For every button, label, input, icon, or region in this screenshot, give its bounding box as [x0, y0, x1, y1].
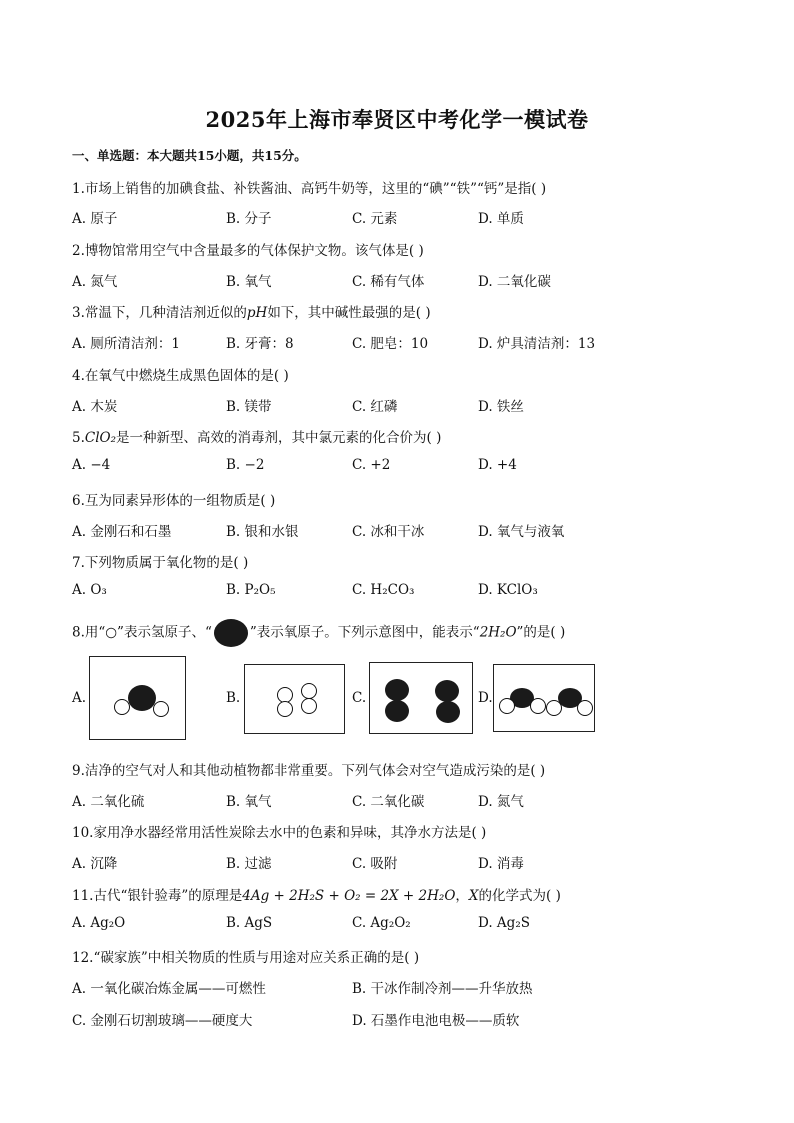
q11-equation: 4Ag + 2H₂S + O₂ = 2X + 2H₂O: [242, 888, 456, 904]
q11-option-b: B. AgS: [226, 915, 273, 931]
q6-option-b: B. 银和水银: [226, 524, 299, 540]
q4-option-b: B. 镁带: [226, 399, 272, 415]
q7-option-d: D. KClO₃: [478, 582, 538, 598]
hydrogen-atom: [277, 701, 293, 717]
q12-option-d: D. 石墨作电池电极——质软: [352, 1013, 520, 1029]
q8-stem-b: ”表示氧原子。下列示意图中，能表示“: [249, 624, 480, 641]
q7-option-c: C. H₂CO₃: [352, 582, 415, 598]
q9-option-c: C. 二氧化碳: [352, 794, 425, 810]
q5-option-c: C. +2: [352, 457, 391, 473]
question-7: 7.下列物质属于氧化物的是( ): [72, 555, 249, 571]
q3-option-b: B. 牙膏：8: [226, 336, 294, 352]
q12-option-b: B. 干冰作制冷剂——升华放热: [352, 981, 533, 997]
q9-option-b: B. 氧气: [226, 794, 272, 810]
question-1: 1.市场上销售的加碘食盐、补铁酱油、高钙牛奶等，这里的“碘”“铁”“钙”是指( ): [72, 181, 547, 197]
question-8: [72, 619, 565, 647]
q3-option-c: C. 肥皂：10: [352, 336, 429, 352]
q8-diagram-d: [493, 664, 595, 732]
question-6: 6.互为同素异形体的一组物质是( ): [72, 493, 276, 509]
q8-diagram-b: [244, 664, 345, 734]
q3-option-a: A. 厕所清洁剂：1: [72, 336, 180, 352]
q1-option-d: D. 单质: [478, 211, 524, 227]
hydrogen-atom: [530, 698, 546, 714]
q11-option-c: C. Ag₂O₂: [352, 915, 411, 931]
q2-option-c: C. 稀有气体: [352, 274, 425, 290]
hydrogen-atom: [546, 700, 562, 716]
question-2: 2.博物馆常用空气中含量最多的气体保护文物。该气体是( ): [72, 243, 424, 259]
q11-x: X: [468, 888, 479, 904]
section-heading: 一、单选题：本大题共15小题，共15分。: [72, 148, 307, 163]
q6-option-c: C. 冰和干冰: [352, 524, 425, 540]
hydrogen-atom: [577, 700, 593, 716]
q11-option-d: D. Ag₂S: [478, 915, 530, 931]
q11-stem-post: 的化学式为( ): [478, 888, 561, 904]
q11-stem-pre: 11.古代“银针验毒”的原理是: [72, 888, 243, 904]
oxygen-atom-icon: [214, 619, 248, 647]
question-4: 4.在氧气中燃烧生成黑色固体的是( ): [72, 368, 289, 384]
q5-formula: ClO₂: [84, 430, 117, 446]
question-10: 10.家用净水器经常用活性炭除去水中的色素和异味，其净水方法是( ): [72, 825, 487, 841]
q1-option-a: A. 原子: [72, 211, 118, 227]
q8-stem-a: 8.用“○”表示氢原子、“: [72, 624, 212, 641]
q1-option-c: C. 元素: [352, 211, 398, 227]
q8-option-c: C.: [352, 690, 367, 706]
q4-option-d: D. 铁丝: [478, 399, 524, 415]
oxygen-atom: [385, 700, 409, 722]
q5-stem-post: 是一种新型、高效的消毒剂，其中氯元素的化合价为( ): [116, 430, 442, 446]
q8-diagram-c: [369, 662, 473, 734]
page-title: 2025年上海市奉贤区中考化学一模试卷: [205, 107, 589, 132]
hydrogen-atom: [301, 683, 317, 699]
q8-diagram-a: [89, 656, 186, 740]
q9-option-d: D. 氮气: [478, 794, 524, 810]
q10-option-c: C. 吸附: [352, 856, 398, 872]
question-9: 9.洁净的空气对人和其他动植物都非常重要。下列气体会对空气造成污染的是( ): [72, 763, 546, 779]
question-11: [72, 884, 561, 904]
q11-stem-mid: ，: [455, 888, 469, 904]
q9-option-a: A. 二氧化硫: [72, 794, 145, 810]
q2-option-a: A. 氮气: [72, 274, 118, 290]
q2-option-b: B. 氧气: [226, 274, 272, 290]
q12-option-a: A. 一氧化碳冶炼金属——可燃性: [72, 981, 266, 997]
q1-option-b: B. 分子: [226, 211, 272, 227]
question-12: 12.“碳家族”中相关物质的性质与用途对应关系正确的是( ): [72, 950, 420, 966]
q8-formula: 2H₂O: [479, 624, 517, 641]
q3-formula: pH: [246, 305, 268, 321]
q12-option-c: C. 金刚石切割玻璃——硬度大: [72, 1013, 253, 1029]
q7-option-b: B. P₂O₅: [226, 582, 276, 598]
hydrogen-atom: [301, 698, 317, 714]
q10-option-b: B. 过滤: [226, 856, 272, 872]
q8-option-a: A.: [72, 690, 87, 706]
oxygen-atom: [435, 680, 459, 702]
q5-option-a: A. −4: [72, 457, 111, 473]
q4-option-c: C. 红磷: [352, 399, 398, 415]
q8-option-b: B.: [226, 690, 241, 706]
oxygen-atom: [128, 685, 156, 711]
q3-option-d: D. 炉具清洁剂：13: [478, 336, 596, 352]
q4-option-a: A. 木炭: [72, 399, 118, 415]
oxygen-atom: [385, 679, 409, 701]
q5-option-d: D. +4: [478, 457, 517, 473]
q5-option-b: B. −2: [226, 457, 265, 473]
q6-option-d: D. 氧气与液氧: [478, 524, 565, 540]
q3-stem-post: 如下，其中碱性最强的是( ): [267, 305, 431, 321]
oxygen-atom: [436, 701, 460, 723]
hydrogen-atom: [114, 699, 130, 715]
q2-option-d: D. 二氧化碳: [478, 274, 551, 290]
q10-option-a: A. 沉降: [72, 856, 118, 872]
question-5: [72, 426, 441, 446]
hydrogen-atom: [153, 701, 169, 717]
question-3: [72, 301, 431, 321]
q11-option-a: A. Ag₂O: [72, 915, 126, 931]
q6-option-a: A. 金刚石和石墨: [72, 524, 172, 540]
q8-stem-c: ”的是( ): [516, 624, 566, 641]
q8-option-d: D.: [478, 690, 493, 706]
q10-option-d: D. 消毒: [478, 856, 524, 872]
q3-stem-pre: 3.常温下，几种清洁剂近似的: [72, 305, 247, 321]
q7-option-a: A. O₃: [72, 582, 107, 598]
q5-stem-pre: 5.: [72, 430, 85, 446]
hydrogen-atom: [499, 698, 515, 714]
